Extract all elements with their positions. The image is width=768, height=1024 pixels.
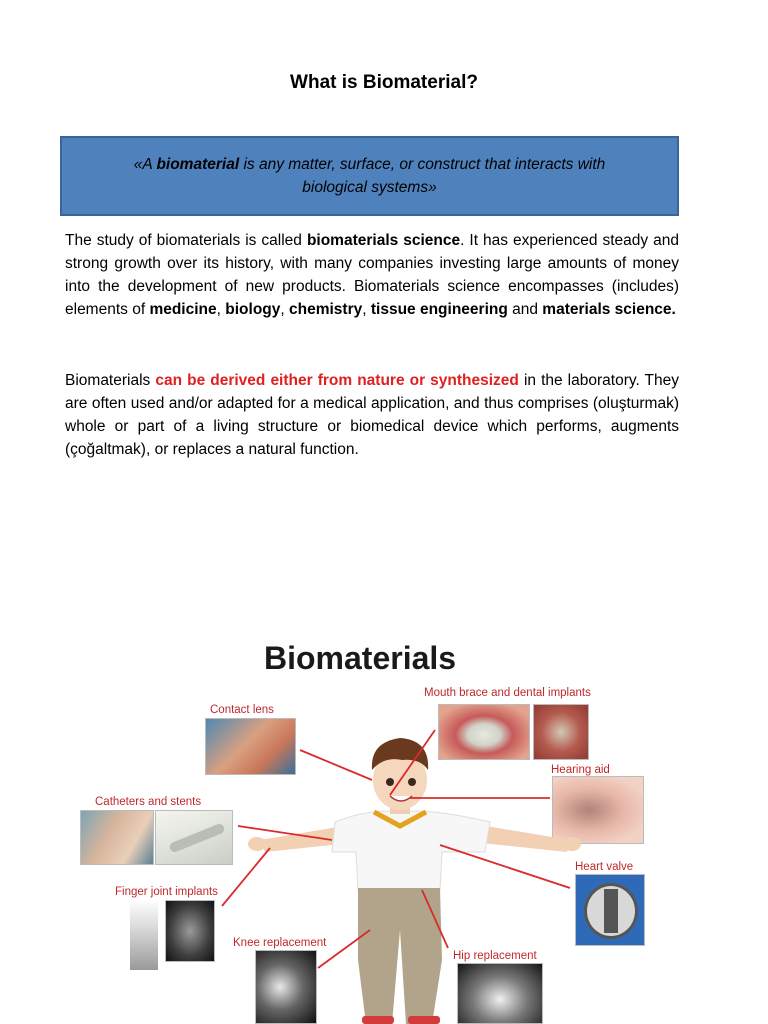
biomaterials-illustration — [70, 630, 670, 1024]
definition-box — [60, 136, 679, 216]
paragraph-derivation — [65, 369, 679, 461]
label-heart-valve: Heart valve — [575, 861, 634, 873]
label-hip: Hip replacement — [453, 950, 537, 962]
arrow-finger — [222, 848, 270, 906]
definition-rest: is any matter, surface, or construct that interacts with — [239, 156, 606, 173]
text: in the laboratory. They are often used and/or adapted for a medical application, and thus comprises (oluşturmak) whole or part of a living structure or biomedical device which performs, augments (çoğaltmak), or replaces a natural function. — [65, 372, 679, 458]
text: and — [507, 301, 543, 318]
left-eye — [386, 778, 394, 786]
text: , — [216, 301, 226, 318]
definition-term: biomaterial — [156, 156, 240, 173]
label-contact-lens: Contact lens — [210, 704, 274, 716]
label-mouth-brace: Mouth brace and dental implants — [424, 687, 591, 699]
definition-line2: biological systems» — [302, 179, 437, 196]
text: Biomaterials — [65, 372, 156, 389]
arrow-contact-lens — [300, 750, 372, 780]
bold-term: chemistry — [289, 301, 363, 318]
bold-term: materials science. — [542, 301, 676, 318]
text: The study of biomaterials is called — [65, 232, 307, 249]
highlight-text: can be derived either from nature or synthesized — [155, 372, 519, 389]
paragraph-biomaterials-science — [65, 229, 679, 321]
definition-text — [134, 153, 606, 199]
definition-open: «A — [133, 156, 157, 173]
right-eye — [408, 778, 416, 786]
arrow-heart-valve — [440, 845, 570, 888]
shirt — [332, 811, 490, 890]
bold-term: tissue engineering — [370, 301, 508, 318]
text: . It has experienced steady and strong growth over its history, with many companies investing large amounts of money into the development of new products. Biomaterials science encompasses (includes) elements of — [65, 232, 680, 318]
text: , — [280, 301, 289, 318]
left-shoe — [362, 1016, 394, 1024]
page-title: What is Biomaterial? — [290, 72, 478, 93]
label-knee: Knee replacement — [233, 937, 327, 949]
text: , — [362, 301, 371, 318]
illustration-graphics — [70, 630, 670, 1024]
label-finger-joint: Finger joint implants — [115, 886, 218, 898]
bold-term: biology — [225, 301, 281, 318]
right-hand — [563, 837, 581, 851]
bold-term: biomaterials science — [306, 232, 461, 249]
left-hand — [248, 837, 266, 851]
illustration-title: Biomaterials — [264, 640, 457, 676]
bold-term: medicine — [149, 301, 217, 318]
right-shoe — [408, 1016, 440, 1024]
label-hearing-aid: Hearing aid — [551, 764, 610, 776]
label-catheters: Catheters and stents — [95, 796, 202, 808]
